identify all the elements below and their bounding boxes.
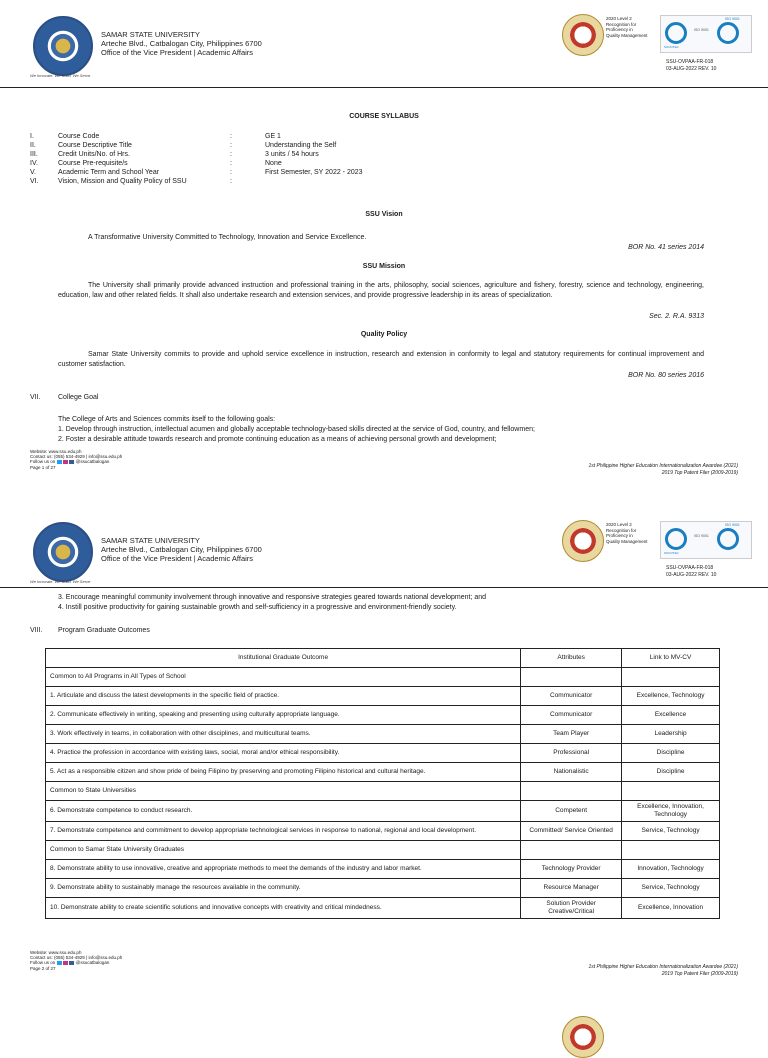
facebook-icon <box>69 961 74 965</box>
empty-cell <box>521 782 622 801</box>
outcome-cell: 3. Work effectively in teams, in collaboration with other disciplines, and multicultural teams. <box>46 725 521 744</box>
outcome-cell: 6. Demonstrate competence to conduct research. <box>46 801 521 822</box>
table-row <box>46 801 720 822</box>
quality-text: Samar State University commits to provide and uphold service excellence in instruction, research and extension in conformity to legal and statutory requirements for continual improvement and customer satisfaction. <box>58 351 704 368</box>
item-num: V. <box>30 169 36 176</box>
item-num: II. <box>30 142 36 149</box>
university-address: Arteche Blvd., Catbalogan City, Philippines 6700 <box>101 545 262 554</box>
university-address: Arteche Blvd., Catbalogan City, Philippines 6700 <box>101 39 262 48</box>
column-header: Attributes <box>521 649 622 668</box>
office-name: Office of the Vice President | Academic Affairs <box>101 48 254 57</box>
footer-follow-label: Follow us on <box>30 459 56 465</box>
item-colon: : <box>230 169 232 176</box>
university-name: SAMAR STATE UNIVERSITY <box>101 30 200 39</box>
footer-awards <box>588 964 738 977</box>
recognition-text <box>606 522 648 544</box>
award-line: 1st Philippine Higher Education Internationalization Awardee (2021) <box>588 463 738 469</box>
cert-line: 2020 Level 2 <box>606 16 632 21</box>
table-row <box>46 687 720 706</box>
outcome-cell: 5. Act as a responsible citizen and show pride of being Filipino by preserving and promoting Filipino historical and cultural heritage. <box>46 763 521 782</box>
doc-revision: 03-AUG-2022 REV. 10 <box>666 65 717 72</box>
item-colon: : <box>230 151 232 158</box>
award-line: 2019 Top Patent Filer (2009-2019) <box>661 970 738 977</box>
cert-line: 2020 Level 2 <box>606 522 632 527</box>
item-value: None <box>265 160 282 167</box>
attribute-cell: Technology Provider <box>521 860 622 879</box>
table-row <box>46 725 720 744</box>
section-title: Common to All Programs in All Types of School <box>46 668 521 687</box>
mission-heading: SSU Mission <box>362 263 406 270</box>
outcome-cell: 2. Communicate effectively in writing, speaking and presenting using culturally appropriate language. <box>46 706 521 725</box>
recognition-badge-icon <box>562 14 604 56</box>
instagram-icon <box>63 961 68 965</box>
section-row <box>46 841 720 860</box>
attribute-cell: Committed/ Service Oriented <box>521 822 622 841</box>
document-id <box>666 59 716 72</box>
doc-code: SSU-OVPAA-FR-018 <box>666 59 714 65</box>
socotec-label: SOCOTEC <box>664 551 679 555</box>
item-colon: : <box>230 160 232 167</box>
item-value: Understanding the Self <box>265 142 337 149</box>
item-label: Course Pre-requisite/s <box>58 160 128 167</box>
item-value: First Semester, SY 2022 - 2023 <box>265 169 363 176</box>
table-row <box>46 879 720 898</box>
item-num: I. <box>30 133 34 140</box>
attribute-cell: Communicator <box>521 706 622 725</box>
item-num: IV. <box>30 160 38 167</box>
table-row <box>46 898 720 919</box>
iso-logo-icon <box>717 22 739 44</box>
item-num: III. <box>30 151 38 158</box>
cert-line: Proficiency in <box>606 27 633 33</box>
link-cell: Excellence, Innovation, Technology <box>622 801 720 822</box>
outcome-cell: 1. Articulate and discuss the latest developments in the specific field of practice. <box>46 687 521 706</box>
recognition-text <box>606 16 648 38</box>
cert-line: Quality Management <box>606 32 648 38</box>
footer-follow-label: Follow us on <box>30 960 56 966</box>
attribute-cell: Competent <box>521 801 622 822</box>
section-title: Common to State Universities <box>46 782 521 801</box>
instagram-icon <box>63 460 68 464</box>
outcome-cell: 10. Demonstrate ability to create scientific solutions and innovative concepts with creativity and critical mindedness. <box>46 898 521 919</box>
office-name: Office of the Vice President | Academic Affairs <box>101 554 254 563</box>
outcome-cell: 8. Demonstrate ability to use innovative, creative and appropriate methods to meet the demands of the industry and labor market. <box>46 860 521 879</box>
link-cell: Service, Technology <box>622 822 720 841</box>
iso-mid-label: ISO 9001 <box>694 28 709 32</box>
university-seal-icon <box>33 16 93 76</box>
header-divider <box>0 587 768 588</box>
cert-line: Quality Management <box>606 538 648 544</box>
footer-handle: @ssucatbalogan <box>75 459 110 465</box>
attribute-cell: Resource Manager <box>521 879 622 898</box>
link-cell: Leadership <box>622 725 720 744</box>
page-header <box>0 0 768 90</box>
university-info <box>101 30 262 57</box>
link-cell: Discipline <box>622 763 720 782</box>
item-label: Vision, Mission and Quality Policy of SSU <box>58 178 187 185</box>
quality-reference: BOR No. 80 series 2016 <box>628 372 704 379</box>
pgo-table <box>45 648 720 919</box>
item-value: 3 units / 54 hours <box>265 151 319 158</box>
link-cell: Excellence, Innovation <box>622 898 720 919</box>
outcome-cell: 7. Demonstrate competence and commitment to develop appropriate technological services in response to national, regional and local development. <box>46 822 521 841</box>
university-name: SAMAR STATE UNIVERSITY <box>101 536 200 545</box>
item-label: Academic Term and School Year <box>58 169 160 176</box>
socotec-logo-icon <box>665 528 687 550</box>
footer-awards <box>588 463 738 476</box>
empty-cell <box>622 841 720 860</box>
link-cell: Excellence <box>622 706 720 725</box>
vision-reference: BOR No. 41 series 2014 <box>628 244 704 251</box>
item-colon: : <box>230 142 232 149</box>
table-row <box>46 822 720 841</box>
item-label: Course Code <box>58 133 100 140</box>
outcome-cell: 4. Practice the profession in accordance with existing laws, social, moral and/or ethical responsibility. <box>46 744 521 763</box>
item-label: Course Descriptive Title <box>58 142 132 149</box>
table-header-row <box>46 649 720 668</box>
section-title: Common to Samar State University Graduates <box>46 841 521 860</box>
page-number: Page 1 of 27 <box>30 464 56 470</box>
link-cell: Service, Technology <box>622 879 720 898</box>
iso-mid-label: ISO 9001 <box>694 534 709 538</box>
footer-website: Website: www.ssu.edu.ph <box>30 950 82 955</box>
award-line: 2019 Top Patent Filer (2009-2019) <box>661 469 738 476</box>
twitter-icon <box>57 961 62 965</box>
item-colon: : <box>230 178 232 185</box>
goal-item: 2. Foster a desirable attitude towards research and promote continuing education as a means of achieving personal growth and development; <box>58 436 497 443</box>
column-header: Link to MV-CV <box>622 649 720 668</box>
outcome-cell: 9. Demonstrate ability to sustainably manage the resources available in the community. <box>46 879 521 898</box>
university-seal-icon <box>33 522 93 582</box>
iso-tag: ISO 9001 <box>725 17 740 21</box>
attribute-cell: Team Player <box>521 725 622 744</box>
footer-follow <box>30 459 122 464</box>
recognition-badge-icon <box>562 520 604 562</box>
mission-reference: Sec. 2. R.A. 9313 <box>649 313 704 320</box>
empty-cell <box>521 841 622 860</box>
table-row <box>46 763 720 782</box>
vision-text: A Transformative University Committed to Technology, Innovation and Service Excellence. <box>88 234 367 241</box>
footer-handle: @ssucatbalogan <box>75 960 110 966</box>
empty-cell <box>622 782 720 801</box>
socotec-label: SOCOTEC <box>664 45 679 49</box>
award-line: 1st Philippine Higher Education Internationalization Awardee (2021) <box>588 964 738 970</box>
goal-heading: College Goal <box>58 394 99 401</box>
university-info <box>101 536 262 563</box>
quality-heading: Quality Policy <box>360 331 408 338</box>
section-row <box>46 668 720 687</box>
attribute-cell: Solution Provider Creative/Critical <box>521 898 622 919</box>
footer-contact-line: Contact us: (055) 534-4929 | info@ssu.edu.ph <box>30 454 123 460</box>
page-header <box>0 506 768 596</box>
twitter-icon <box>57 460 62 464</box>
link-cell: Excellence, Technology <box>622 687 720 706</box>
table-row <box>46 706 720 725</box>
cert-line: Recognition for <box>606 21 637 27</box>
mission-text: The University shall primarily provide advanced instruction and professional training in the arts, philosophy, social sciences, agriculture and fishery, forestry, science and technology, engineering, education, law and other related fields. It shall also undertake research and extension services, and provide progressive leadership in its areas of specialization. <box>58 282 704 299</box>
table-row <box>46 744 720 763</box>
doc-revision: 03-AUG-2022 REV. 10 <box>666 571 717 578</box>
socotec-logo-icon <box>665 22 687 44</box>
page-1 <box>0 0 768 500</box>
item-label: Credit Units/No. of Hrs. <box>58 151 130 158</box>
item-value: GE 1 <box>265 133 281 140</box>
seal-tagline: We Innovate. We Build. We Serve. <box>30 73 92 78</box>
goal-item: 1. Develop through instruction, intellectual acumen and globally acceptable technology-based skills directed at the service of God, country, and fellowmen; <box>58 426 535 433</box>
empty-cell <box>622 668 720 687</box>
footer-contact <box>30 950 122 971</box>
column-header: Institutional Graduate Outcome <box>46 649 521 668</box>
header-divider <box>0 87 768 88</box>
page-number: Page 2 of 27 <box>30 965 56 971</box>
facebook-icon <box>69 460 74 464</box>
goal-num: VII. <box>30 394 41 401</box>
iso-certification-logo <box>660 521 752 559</box>
document-id <box>666 565 716 578</box>
attribute-cell: Nationalistic <box>521 763 622 782</box>
attribute-cell: Communicator <box>521 687 622 706</box>
cert-line: Recognition for <box>606 527 637 533</box>
doc-code: SSU-OVPAA-FR-018 <box>666 565 714 571</box>
goal-intro: The College of Arts and Sciences commits itself to the following goals: <box>58 416 276 423</box>
attribute-cell: Professional <box>521 744 622 763</box>
pgo-num: VIII. <box>30 627 43 634</box>
cert-line: Proficiency in <box>606 533 633 539</box>
footer-contact-line: Contact us: (055) 534-4929 | info@ssu.edu.ph <box>30 955 123 961</box>
recognition-badge-icon <box>562 1016 604 1058</box>
syllabus-title: COURSE SYLLABUS <box>349 113 419 120</box>
link-cell: Discipline <box>622 744 720 763</box>
item-num: VI. <box>30 178 39 185</box>
table-row <box>46 860 720 879</box>
seal-tagline: We Innovate. We Build. We Serve. <box>30 579 92 584</box>
empty-cell <box>521 668 622 687</box>
iso-certification-logo <box>660 15 752 53</box>
footer-follow <box>30 960 122 965</box>
link-cell: Innovation, Technology <box>622 860 720 879</box>
iso-tag: ISO 9001 <box>725 523 740 527</box>
footer-website: Website: www.ssu.edu.ph <box>30 449 82 454</box>
item-colon: : <box>230 133 232 140</box>
goal-item: 3. Encourage meaningful community involvement through innovative and responsive strategies geared towards national development; and <box>58 594 487 601</box>
pgo-heading: Program Graduate Outcomes <box>58 627 150 634</box>
footer-contact <box>30 449 122 470</box>
vision-heading: SSU Vision <box>365 211 403 218</box>
iso-logo-icon <box>717 528 739 550</box>
goal-item: 4. Instill positive productivity for gaining sustainable growth and self-sufficiency in a progressive and environment-friendly society. <box>58 604 457 611</box>
section-row <box>46 782 720 801</box>
